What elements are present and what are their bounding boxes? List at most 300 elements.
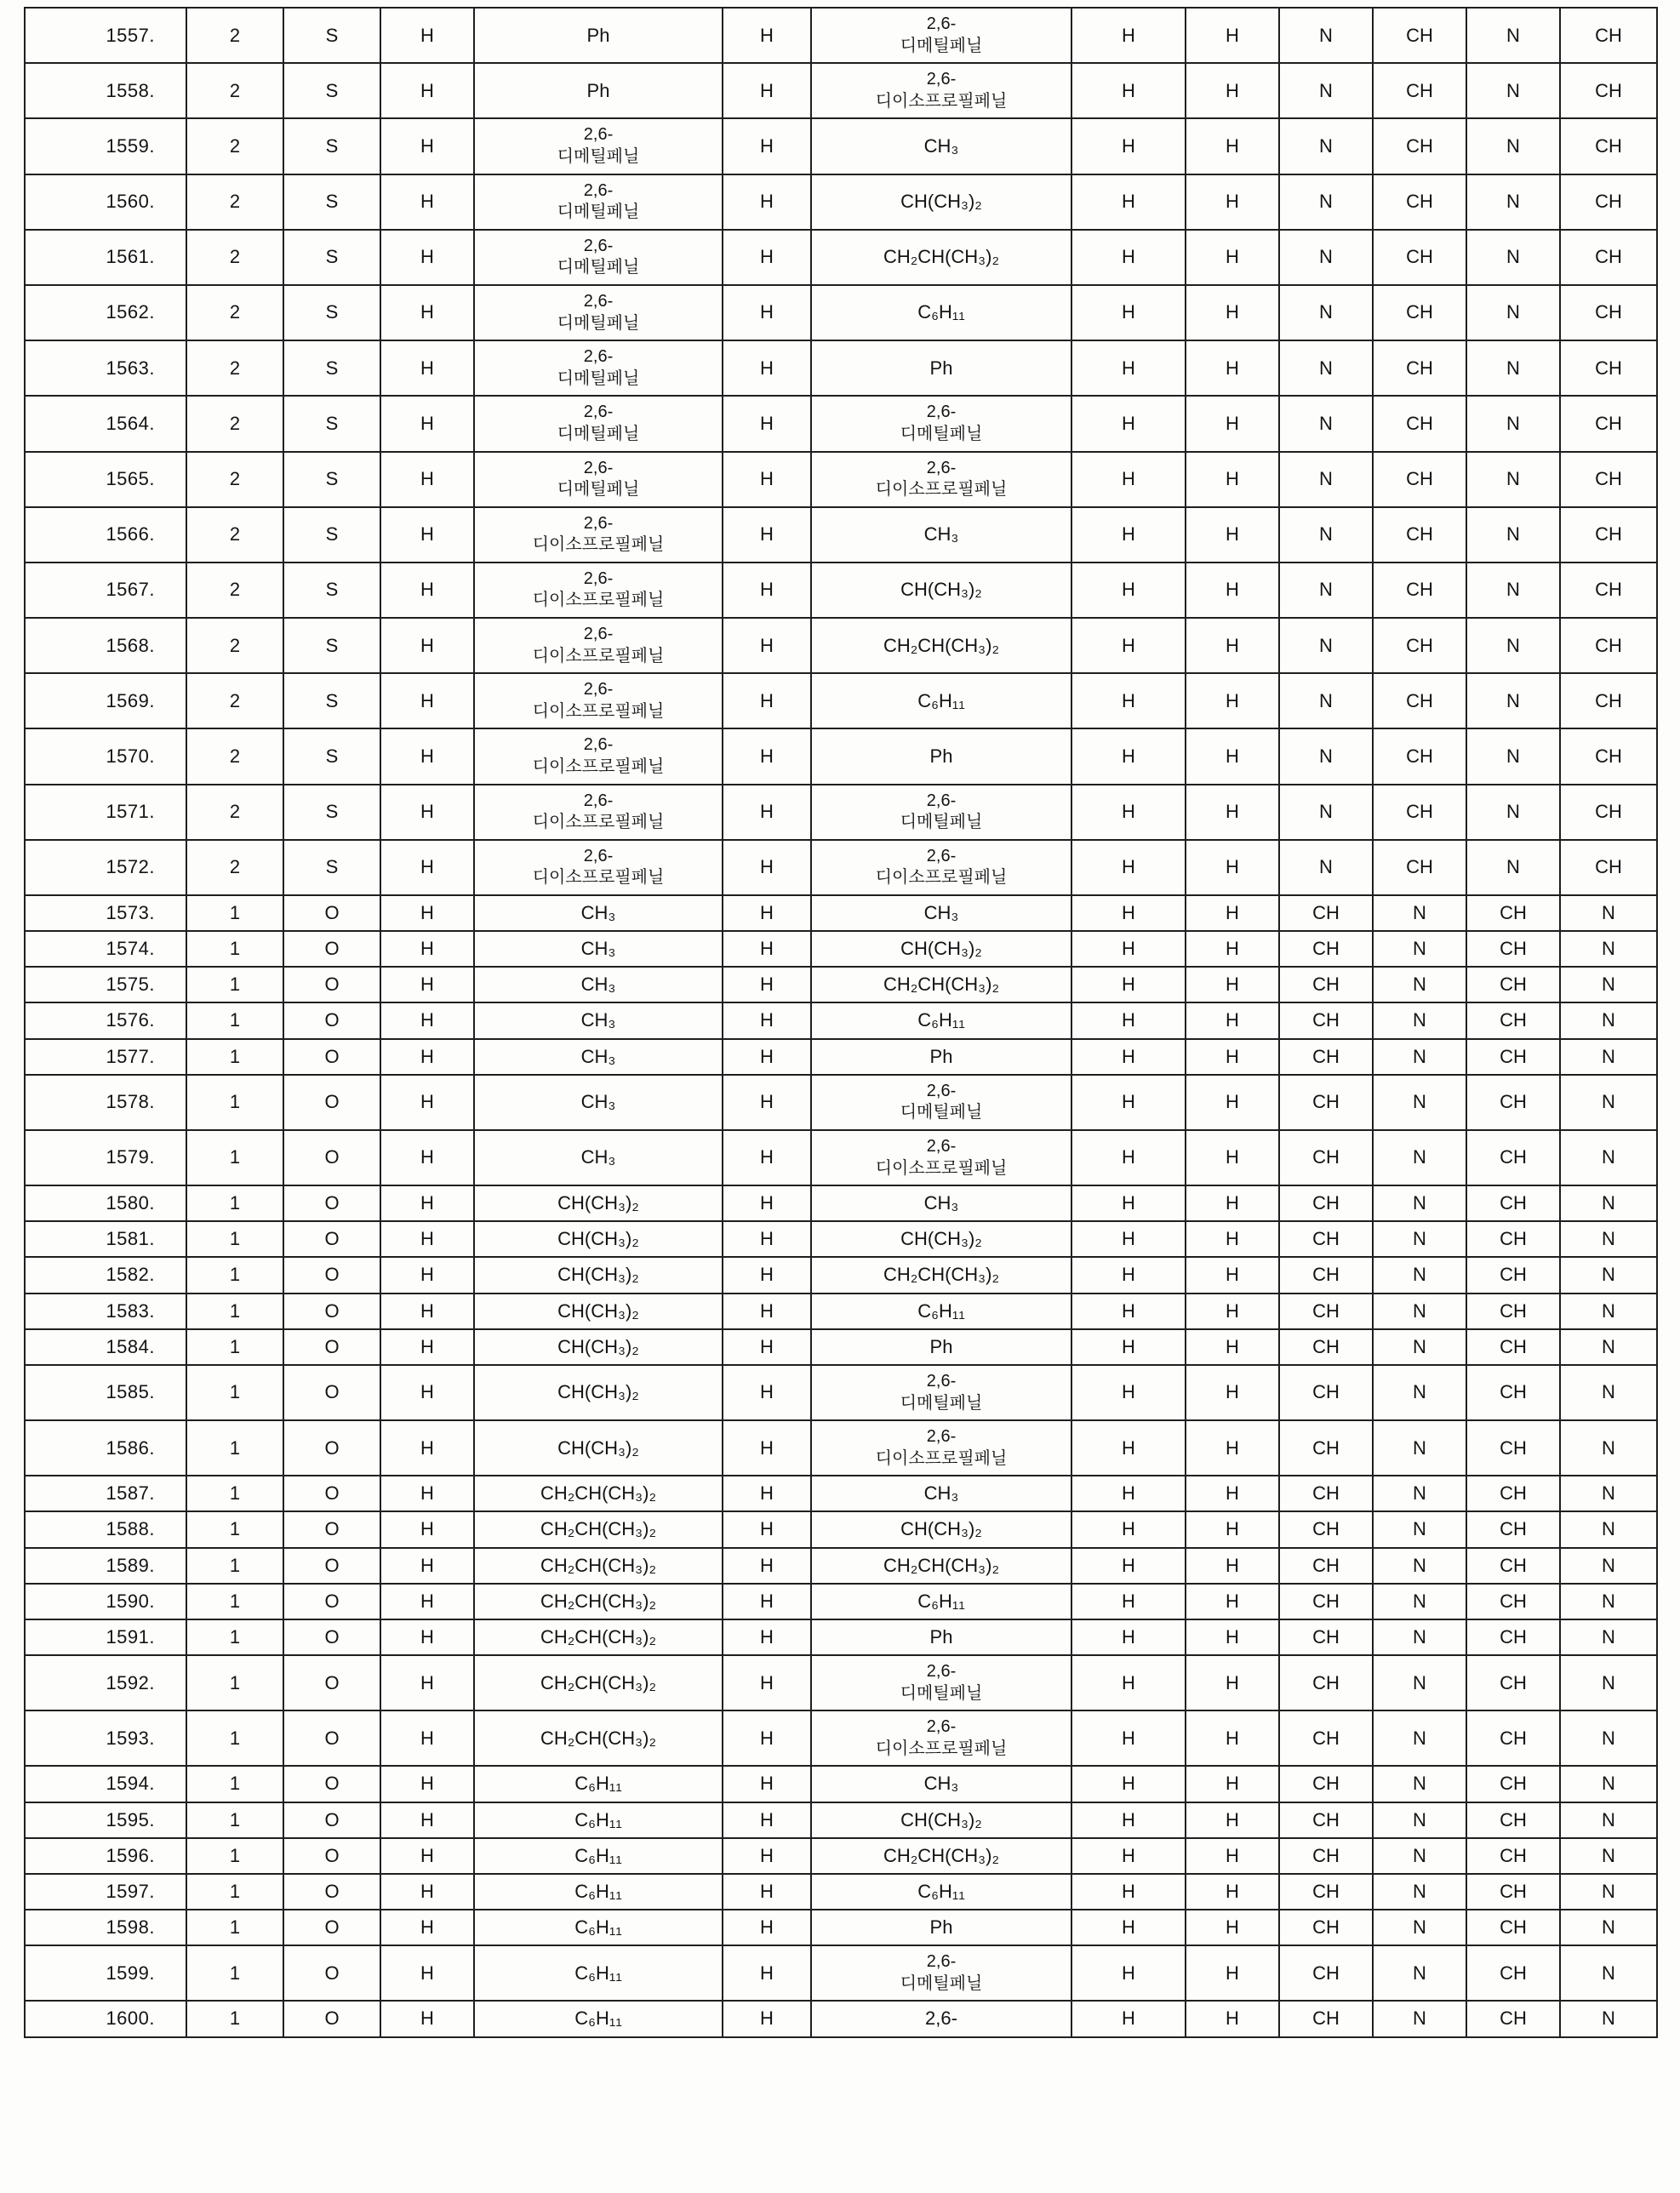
table-cell: H — [1071, 452, 1186, 507]
table-cell: N — [1560, 1766, 1657, 1802]
table-cell: CH — [1560, 673, 1657, 728]
table-cell: CH — [1373, 452, 1466, 507]
table-cell: CH — [1279, 1130, 1373, 1185]
row-number-cell: 1592. — [25, 1655, 186, 1710]
table-row — [25, 1802, 1657, 1838]
table-cell: 2 — [186, 230, 283, 285]
table-cell: H — [380, 1221, 474, 1257]
table-cell: H — [380, 618, 474, 673]
table-cell: CH(CH₃)₂ — [811, 1221, 1071, 1257]
table-cell: C₆H₁₁ — [811, 673, 1071, 728]
table-cell: N — [1560, 895, 1657, 931]
table-cell: H — [1186, 452, 1279, 507]
table-cell: O — [283, 1838, 380, 1874]
table-cell: 1 — [186, 1945, 283, 2001]
table-cell: CH — [1279, 1476, 1373, 1511]
table-cell: N — [1560, 1710, 1657, 1766]
table-cell: H — [1186, 1838, 1279, 1874]
table-cell: H — [1071, 8, 1186, 63]
table-cell: N — [1279, 452, 1373, 507]
table-cell: CH — [1279, 1945, 1373, 2001]
table-row — [25, 1511, 1657, 1547]
table-cell: CH — [1373, 785, 1466, 840]
table-cell: S — [283, 396, 380, 451]
table-cell: O — [283, 1548, 380, 1584]
table-cell: O — [283, 1476, 380, 1511]
table-cell: H — [723, 1002, 811, 1038]
row-number-cell: 1567. — [25, 563, 186, 618]
row-number-cell: 1557. — [25, 8, 186, 63]
table-cell: N — [1373, 1945, 1466, 2001]
table-cell: N — [1279, 118, 1373, 174]
table-cell: H — [1071, 230, 1186, 285]
table-cell: 2 — [186, 452, 283, 507]
table-cell: 2 — [186, 618, 283, 673]
table-cell: CH₃ — [811, 507, 1071, 563]
table-cell: H — [380, 174, 474, 230]
table-cell: H — [380, 1945, 474, 2001]
table-cell: H — [1071, 1185, 1186, 1221]
table-cell: H — [723, 1910, 811, 1945]
table-cell: H — [1186, 895, 1279, 931]
table-row — [25, 728, 1657, 784]
table-cell: CH — [1466, 1130, 1560, 1185]
table-cell: H — [1071, 63, 1186, 118]
table-cell: H — [1071, 340, 1186, 396]
table-cell: H — [1071, 673, 1186, 728]
table-cell: 2 — [186, 340, 283, 396]
table-cell: H — [380, 1329, 474, 1365]
table-cell: N — [1466, 728, 1560, 784]
row-number-cell: 1600. — [25, 2001, 186, 2036]
table-cell: H — [380, 1075, 474, 1130]
table-cell: 2,6- 디메틸페닐 — [474, 230, 723, 285]
table-cell: N — [1373, 1257, 1466, 1293]
table-cell: N — [1560, 1548, 1657, 1584]
table-row — [25, 174, 1657, 230]
table-cell: H — [380, 1420, 474, 1476]
table-cell: CH — [1373, 507, 1466, 563]
table-cell: H — [1071, 1365, 1186, 1420]
table-cell: CH(CH₃)₂ — [474, 1365, 723, 1420]
row-number-cell: 1565. — [25, 452, 186, 507]
table-cell: N — [1560, 1584, 1657, 1619]
table-row — [25, 285, 1657, 340]
row-number-cell: 1570. — [25, 728, 186, 784]
table-cell: 2,6- 디메틸페닐 — [474, 452, 723, 507]
table-cell: H — [380, 1039, 474, 1075]
table-cell: H — [1071, 1002, 1186, 1038]
table-cell: CH — [1466, 1802, 1560, 1838]
table-cell: N — [1560, 1130, 1657, 1185]
table-cell: S — [283, 340, 380, 396]
table-cell: H — [380, 1130, 474, 1185]
table-cell: N — [1279, 285, 1373, 340]
table-cell: H — [723, 1365, 811, 1420]
table-cell: N — [1560, 2001, 1657, 2036]
table-cell: S — [283, 728, 380, 784]
table-cell: O — [283, 1910, 380, 1945]
table-cell: CH₂CH(CH₃)₂ — [474, 1584, 723, 1619]
table-cell: H — [723, 1945, 811, 2001]
table-cell: N — [1373, 1710, 1466, 1766]
table-cell: 1 — [186, 1130, 283, 1185]
table-row — [25, 1075, 1657, 1130]
row-number-cell: 1599. — [25, 1945, 186, 2001]
table-cell: CH₃ — [474, 931, 723, 967]
table-cell: H — [1071, 2001, 1186, 2036]
row-number-cell: 1588. — [25, 1511, 186, 1547]
table-cell: CH₃ — [474, 1039, 723, 1075]
table-cell: CH₃ — [811, 895, 1071, 931]
table-cell: S — [283, 507, 380, 563]
table-row — [25, 2001, 1657, 2036]
table-cell: H — [723, 1221, 811, 1257]
table-cell: N — [1279, 673, 1373, 728]
table-cell: H — [1071, 785, 1186, 840]
table-cell: N — [1560, 1838, 1657, 1874]
table-cell: 2 — [186, 840, 283, 895]
table-cell: H — [723, 1838, 811, 1874]
table-cell: CH — [1466, 1511, 1560, 1547]
table-cell: 2,6- 디이소프로필페닐 — [811, 63, 1071, 118]
table-cell: H — [723, 1329, 811, 1365]
table-row — [25, 1039, 1657, 1075]
table-cell: 2,6- 디이소프로필페닐 — [811, 1130, 1071, 1185]
table-cell: 1 — [186, 1075, 283, 1130]
row-number-cell: 1573. — [25, 895, 186, 931]
table-cell: N — [1373, 1294, 1466, 1329]
table-cell: H — [1071, 174, 1186, 230]
table-cell: 2,6- 디메틸페닐 — [811, 1075, 1071, 1130]
table-cell: CH — [1466, 1257, 1560, 1293]
table-cell: N — [1560, 1619, 1657, 1655]
row-number-cell: 1575. — [25, 967, 186, 1002]
table-cell: N — [1373, 1185, 1466, 1221]
table-cell: CH(CH₃)₂ — [474, 1221, 723, 1257]
table-cell: CH — [1279, 1511, 1373, 1547]
table-cell: N — [1279, 8, 1373, 63]
table-cell: N — [1279, 618, 1373, 673]
table-cell: Ph — [811, 1039, 1071, 1075]
table-cell: CH₂CH(CH₃)₂ — [811, 1548, 1071, 1584]
table-cell: H — [1071, 1874, 1186, 1910]
table-cell: H — [380, 728, 474, 784]
table-cell: CH — [1279, 1766, 1373, 1802]
table-cell: H — [723, 673, 811, 728]
table-cell: H — [1186, 840, 1279, 895]
table-cell: N — [1279, 728, 1373, 784]
table-cell: Ph — [811, 1329, 1071, 1365]
table-cell: C₆H₁₁ — [811, 1294, 1071, 1329]
table-cell: H — [723, 396, 811, 451]
table-cell: CH — [1466, 1619, 1560, 1655]
table-cell: H — [723, 785, 811, 840]
table-cell: N — [1373, 895, 1466, 931]
table-cell: H — [380, 1910, 474, 1945]
table-cell: H — [1186, 1221, 1279, 1257]
table-cell: C₆H₁₁ — [474, 1802, 723, 1838]
table-cell: H — [723, 8, 811, 63]
table-cell: CH₃ — [474, 967, 723, 1002]
row-number-cell: 1593. — [25, 1710, 186, 1766]
table-cell: 2,6- 디이소프로필페닐 — [474, 728, 723, 784]
table-cell: CH — [1560, 340, 1657, 396]
table-row — [25, 118, 1657, 174]
table-cell: H — [380, 230, 474, 285]
table-cell: 2,6- 디이소프로필페닐 — [811, 1420, 1071, 1476]
table-cell: 2,6- 디이소프로필페닐 — [811, 840, 1071, 895]
table-cell: H — [380, 1365, 474, 1420]
table-cell: H — [380, 1002, 474, 1038]
table-cell: CH — [1466, 1221, 1560, 1257]
table-row — [25, 673, 1657, 728]
table-cell: S — [283, 840, 380, 895]
table-cell: H — [380, 396, 474, 451]
table-row — [25, 1945, 1657, 2001]
table-cell: H — [1071, 563, 1186, 618]
table-cell: H — [1186, 1476, 1279, 1511]
table-cell: H — [1186, 63, 1279, 118]
table-cell: H — [723, 1710, 811, 1766]
table-cell: N — [1373, 1619, 1466, 1655]
table-cell: N — [1466, 840, 1560, 895]
table-cell: O — [283, 967, 380, 1002]
table-row — [25, 1766, 1657, 1802]
table-cell: H — [1186, 174, 1279, 230]
table-cell: H — [1186, 1802, 1279, 1838]
row-number-cell: 1560. — [25, 174, 186, 230]
table-cell: 1 — [186, 1655, 283, 1710]
table-cell: 2,6- 디이소프로필페닐 — [474, 785, 723, 840]
table-cell: H — [380, 1294, 474, 1329]
table-cell: CH(CH₃)₂ — [811, 931, 1071, 967]
table-cell: O — [283, 1584, 380, 1619]
table-cell: H — [1071, 285, 1186, 340]
table-cell: C₆H₁₁ — [811, 1874, 1071, 1910]
table-cell: 2,6- 디이소프로필페닐 — [811, 452, 1071, 507]
table-cell: N — [1279, 785, 1373, 840]
table-cell: C₆H₁₁ — [474, 1838, 723, 1874]
table-cell: O — [283, 1257, 380, 1293]
table-cell: CH — [1466, 895, 1560, 931]
table-cell: H — [1186, 1945, 1279, 2001]
table-cell: H — [723, 1511, 811, 1547]
table-cell: CH — [1466, 1476, 1560, 1511]
row-number-cell: 1587. — [25, 1476, 186, 1511]
table-cell: N — [1373, 1874, 1466, 1910]
table-cell: H — [1186, 1002, 1279, 1038]
table-cell: N — [1560, 1294, 1657, 1329]
table-cell: 1 — [186, 1476, 283, 1511]
table-cell: H — [1071, 1910, 1186, 1945]
table-row — [25, 1655, 1657, 1710]
table-cell: N — [1373, 2001, 1466, 2036]
table-cell: H — [1071, 1511, 1186, 1547]
table-cell: CH — [1560, 285, 1657, 340]
table-cell: 2 — [186, 507, 283, 563]
table-cell: CH — [1466, 1329, 1560, 1365]
table-cell: N — [1560, 1511, 1657, 1547]
table-cell: CH — [1560, 452, 1657, 507]
table-cell: H — [1186, 785, 1279, 840]
table-cell: N — [1279, 174, 1373, 230]
table-cell: CH — [1279, 1365, 1373, 1420]
table-cell: H — [1186, 1511, 1279, 1547]
table-cell: C₆H₁₁ — [474, 1945, 723, 2001]
row-number-cell: 1564. — [25, 396, 186, 451]
row-number-cell: 1594. — [25, 1766, 186, 1802]
table-cell: 1 — [186, 895, 283, 931]
table-cell: C₆H₁₁ — [811, 285, 1071, 340]
table-cell: 2 — [186, 396, 283, 451]
table-cell: H — [1071, 1838, 1186, 1874]
table-cell: CH — [1560, 63, 1657, 118]
table-cell: Ph — [811, 728, 1071, 784]
table-cell: CH — [1466, 1945, 1560, 2001]
table-cell: H — [380, 1548, 474, 1584]
table-cell: H — [723, 452, 811, 507]
table-cell: 2 — [186, 174, 283, 230]
table-cell: O — [283, 1221, 380, 1257]
table-cell: H — [380, 1511, 474, 1547]
table-cell: CH — [1279, 1075, 1373, 1130]
table-cell: H — [1186, 673, 1279, 728]
table-cell: CH₂CH(CH₃)₂ — [811, 230, 1071, 285]
table-cell: N — [1373, 1075, 1466, 1130]
table-cell: N — [1560, 1365, 1657, 1420]
table-cell: C₆H₁₁ — [474, 1910, 723, 1945]
table-cell: H — [1186, 1365, 1279, 1420]
table-cell: 2,6- 디메틸페닐 — [474, 340, 723, 396]
table-cell: H — [1071, 1584, 1186, 1619]
table-cell: N — [1373, 967, 1466, 1002]
table-cell: 2,6- 디이소프로필페닐 — [474, 673, 723, 728]
table-row — [25, 1420, 1657, 1476]
table-cell: CH — [1466, 1002, 1560, 1038]
table-cell: CH — [1279, 1548, 1373, 1584]
table-cell: CH — [1560, 840, 1657, 895]
table-cell: CH(CH₃)₂ — [474, 1185, 723, 1221]
table-cell: CH(CH₃)₂ — [474, 1294, 723, 1329]
table-cell: H — [380, 1185, 474, 1221]
table-cell: H — [1186, 118, 1279, 174]
table-cell: S — [283, 174, 380, 230]
table-cell: O — [283, 1511, 380, 1547]
table-row — [25, 1185, 1657, 1221]
table-cell: 2,6- 디메틸페닐 — [474, 396, 723, 451]
table-cell: H — [1186, 1257, 1279, 1293]
table-cell: N — [1466, 507, 1560, 563]
table-cell: CH — [1279, 1619, 1373, 1655]
table-cell: CH — [1560, 174, 1657, 230]
table-cell: 1 — [186, 1511, 283, 1547]
table-cell: CH₃ — [811, 118, 1071, 174]
table-cell: CH — [1279, 1294, 1373, 1329]
table-cell: H — [1186, 563, 1279, 618]
table-cell: H — [1071, 1257, 1186, 1293]
table-cell: CH₃ — [811, 1185, 1071, 1221]
table-cell: Ph — [811, 1910, 1071, 1945]
table-cell: 2,6- 디메틸페닐 — [474, 174, 723, 230]
table-cell: H — [1186, 1874, 1279, 1910]
table-cell: 2,6- 디메틸페닐 — [811, 1655, 1071, 1710]
table-cell: CH — [1279, 1802, 1373, 1838]
table-cell: 2,6- 디메틸페닐 — [811, 785, 1071, 840]
table-row — [25, 340, 1657, 396]
table-cell: CH₃ — [474, 1130, 723, 1185]
table-cell: 2,6- 디메틸페닐 — [811, 1945, 1071, 2001]
table-cell: N — [1373, 1548, 1466, 1584]
table-cell: CH — [1466, 1548, 1560, 1584]
table-cell: C₆H₁₁ — [811, 1002, 1071, 1038]
table-row — [25, 785, 1657, 840]
table-cell: N — [1466, 230, 1560, 285]
table-cell: CH₂CH(CH₃)₂ — [474, 1476, 723, 1511]
table-cell: O — [283, 1766, 380, 1802]
table-cell: H — [1186, 1039, 1279, 1075]
table-cell: CH₃ — [811, 1766, 1071, 1802]
table-cell: H — [1186, 931, 1279, 967]
table-cell: H — [1071, 507, 1186, 563]
table-cell: H — [1186, 1910, 1279, 1945]
table-cell: H — [1186, 1766, 1279, 1802]
row-number-cell: 1574. — [25, 931, 186, 967]
table-cell: 1 — [186, 1002, 283, 1038]
table-cell: CH — [1466, 1766, 1560, 1802]
table-cell: H — [1186, 1329, 1279, 1365]
table-cell: 1 — [186, 931, 283, 967]
row-number-cell: 1562. — [25, 285, 186, 340]
table-row — [25, 1874, 1657, 1910]
table-cell: H — [723, 1039, 811, 1075]
table-cell: CH — [1373, 728, 1466, 784]
table-cell: H — [723, 1655, 811, 1710]
row-number-cell: 1585. — [25, 1365, 186, 1420]
table-cell: H — [723, 118, 811, 174]
table-cell: CH — [1279, 1185, 1373, 1221]
table-cell: H — [1071, 1802, 1186, 1838]
table-row — [25, 396, 1657, 451]
table-cell: N — [1279, 396, 1373, 451]
table-cell: O — [283, 1619, 380, 1655]
table-cell: 2,6- 디메틸페닐 — [474, 118, 723, 174]
table-cell: CH(CH₃)₂ — [811, 1802, 1071, 1838]
row-number-cell: 1571. — [25, 785, 186, 840]
table-cell: CH₂CH(CH₃)₂ — [474, 1619, 723, 1655]
table-cell: H — [723, 1130, 811, 1185]
table-cell: N — [1560, 1221, 1657, 1257]
table-cell: N — [1466, 118, 1560, 174]
table-cell: H — [723, 63, 811, 118]
table-cell: CH — [1373, 174, 1466, 230]
table-body — [25, 8, 1657, 2037]
table-cell: H — [723, 1075, 811, 1130]
table-cell: CH — [1279, 1420, 1373, 1476]
table-cell: CH — [1560, 396, 1657, 451]
table-cell: CH(CH₃)₂ — [811, 563, 1071, 618]
table-cell: H — [723, 1874, 811, 1910]
table-cell: 2,6- 디이소프로필페닐 — [474, 507, 723, 563]
table-cell: H — [1186, 728, 1279, 784]
table-cell: CH — [1279, 895, 1373, 931]
table-cell: N — [1279, 340, 1373, 396]
table-row — [25, 8, 1657, 63]
table-cell: CH — [1373, 618, 1466, 673]
table-cell: CH — [1279, 1221, 1373, 1257]
table-cell: H — [380, 118, 474, 174]
table-cell: O — [283, 1130, 380, 1185]
